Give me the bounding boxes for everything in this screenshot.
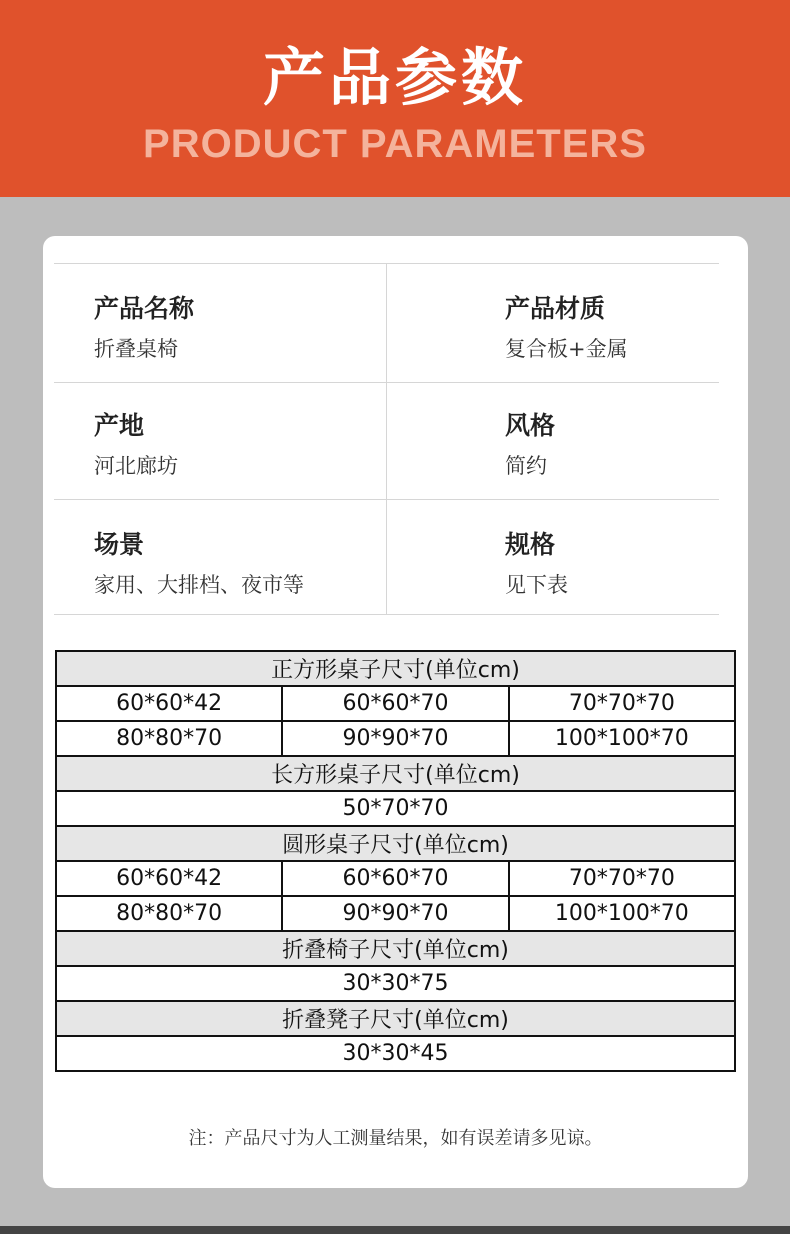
param-label: 规格 [505, 530, 556, 559]
bottom-divider [0, 1226, 790, 1234]
size-table [55, 650, 736, 1072]
size-cell: 60*60*70 [282, 686, 508, 721]
param-label: 风格 [505, 411, 556, 440]
size-cell: 60*60*42 [56, 686, 282, 721]
size-section-title: 折叠椅子尺寸(单位cm) [56, 931, 735, 966]
params-row [54, 264, 719, 383]
size-section-title: 长方形桌子尺寸(单位cm) [56, 756, 735, 791]
size-cell: 30*30*75 [56, 966, 735, 1001]
header-banner [0, 0, 790, 197]
param-value: 河北廊坊 [94, 454, 178, 478]
page-title: 产品参数 [262, 41, 527, 114]
size-cell: 100*100*70 [509, 721, 735, 756]
param-value: 见下表 [505, 573, 568, 597]
param-value: 简约 [505, 454, 547, 478]
param-value: 复合板+金属 [505, 337, 628, 361]
size-cell: 80*80*70 [56, 896, 282, 931]
param-label: 场景 [94, 530, 145, 559]
size-cell: 60*60*70 [282, 861, 508, 896]
size-cell: 90*90*70 [282, 721, 508, 756]
footnote: 注：产品尺寸为人工测量结果，如有误差请多见谅。 [188, 1128, 603, 1149]
param-label: 产地 [94, 411, 145, 440]
param-cell [386, 383, 719, 499]
page-subtitle: PRODUCT PARAMETERS [143, 122, 647, 166]
param-label: 产品名称 [94, 294, 195, 323]
param-cell [386, 264, 719, 382]
param-label: 产品材质 [505, 294, 606, 323]
size-cell: 100*100*70 [509, 896, 735, 931]
parameters-card [43, 236, 748, 1188]
param-value: 家用、大排档、夜市等 [94, 573, 304, 597]
size-cell: 30*30*45 [56, 1036, 735, 1071]
param-cell [54, 383, 386, 499]
params-row [54, 383, 719, 500]
size-cell: 70*70*70 [509, 686, 735, 721]
size-cell: 50*70*70 [56, 791, 735, 826]
params-row [54, 500, 719, 615]
param-value: 折叠桌椅 [94, 337, 178, 361]
size-cell: 90*90*70 [282, 896, 508, 931]
params-grid [54, 263, 719, 615]
size-section-title: 正方形桌子尺寸(单位cm) [56, 651, 735, 686]
size-section-title: 折叠凳子尺寸(单位cm) [56, 1001, 735, 1036]
param-cell [54, 500, 386, 614]
size-cell: 80*80*70 [56, 721, 282, 756]
param-cell [54, 264, 386, 382]
size-cell: 70*70*70 [509, 861, 735, 896]
size-cell: 60*60*42 [56, 861, 282, 896]
size-section-title: 圆形桌子尺寸(单位cm) [56, 826, 735, 861]
param-cell [386, 500, 719, 614]
